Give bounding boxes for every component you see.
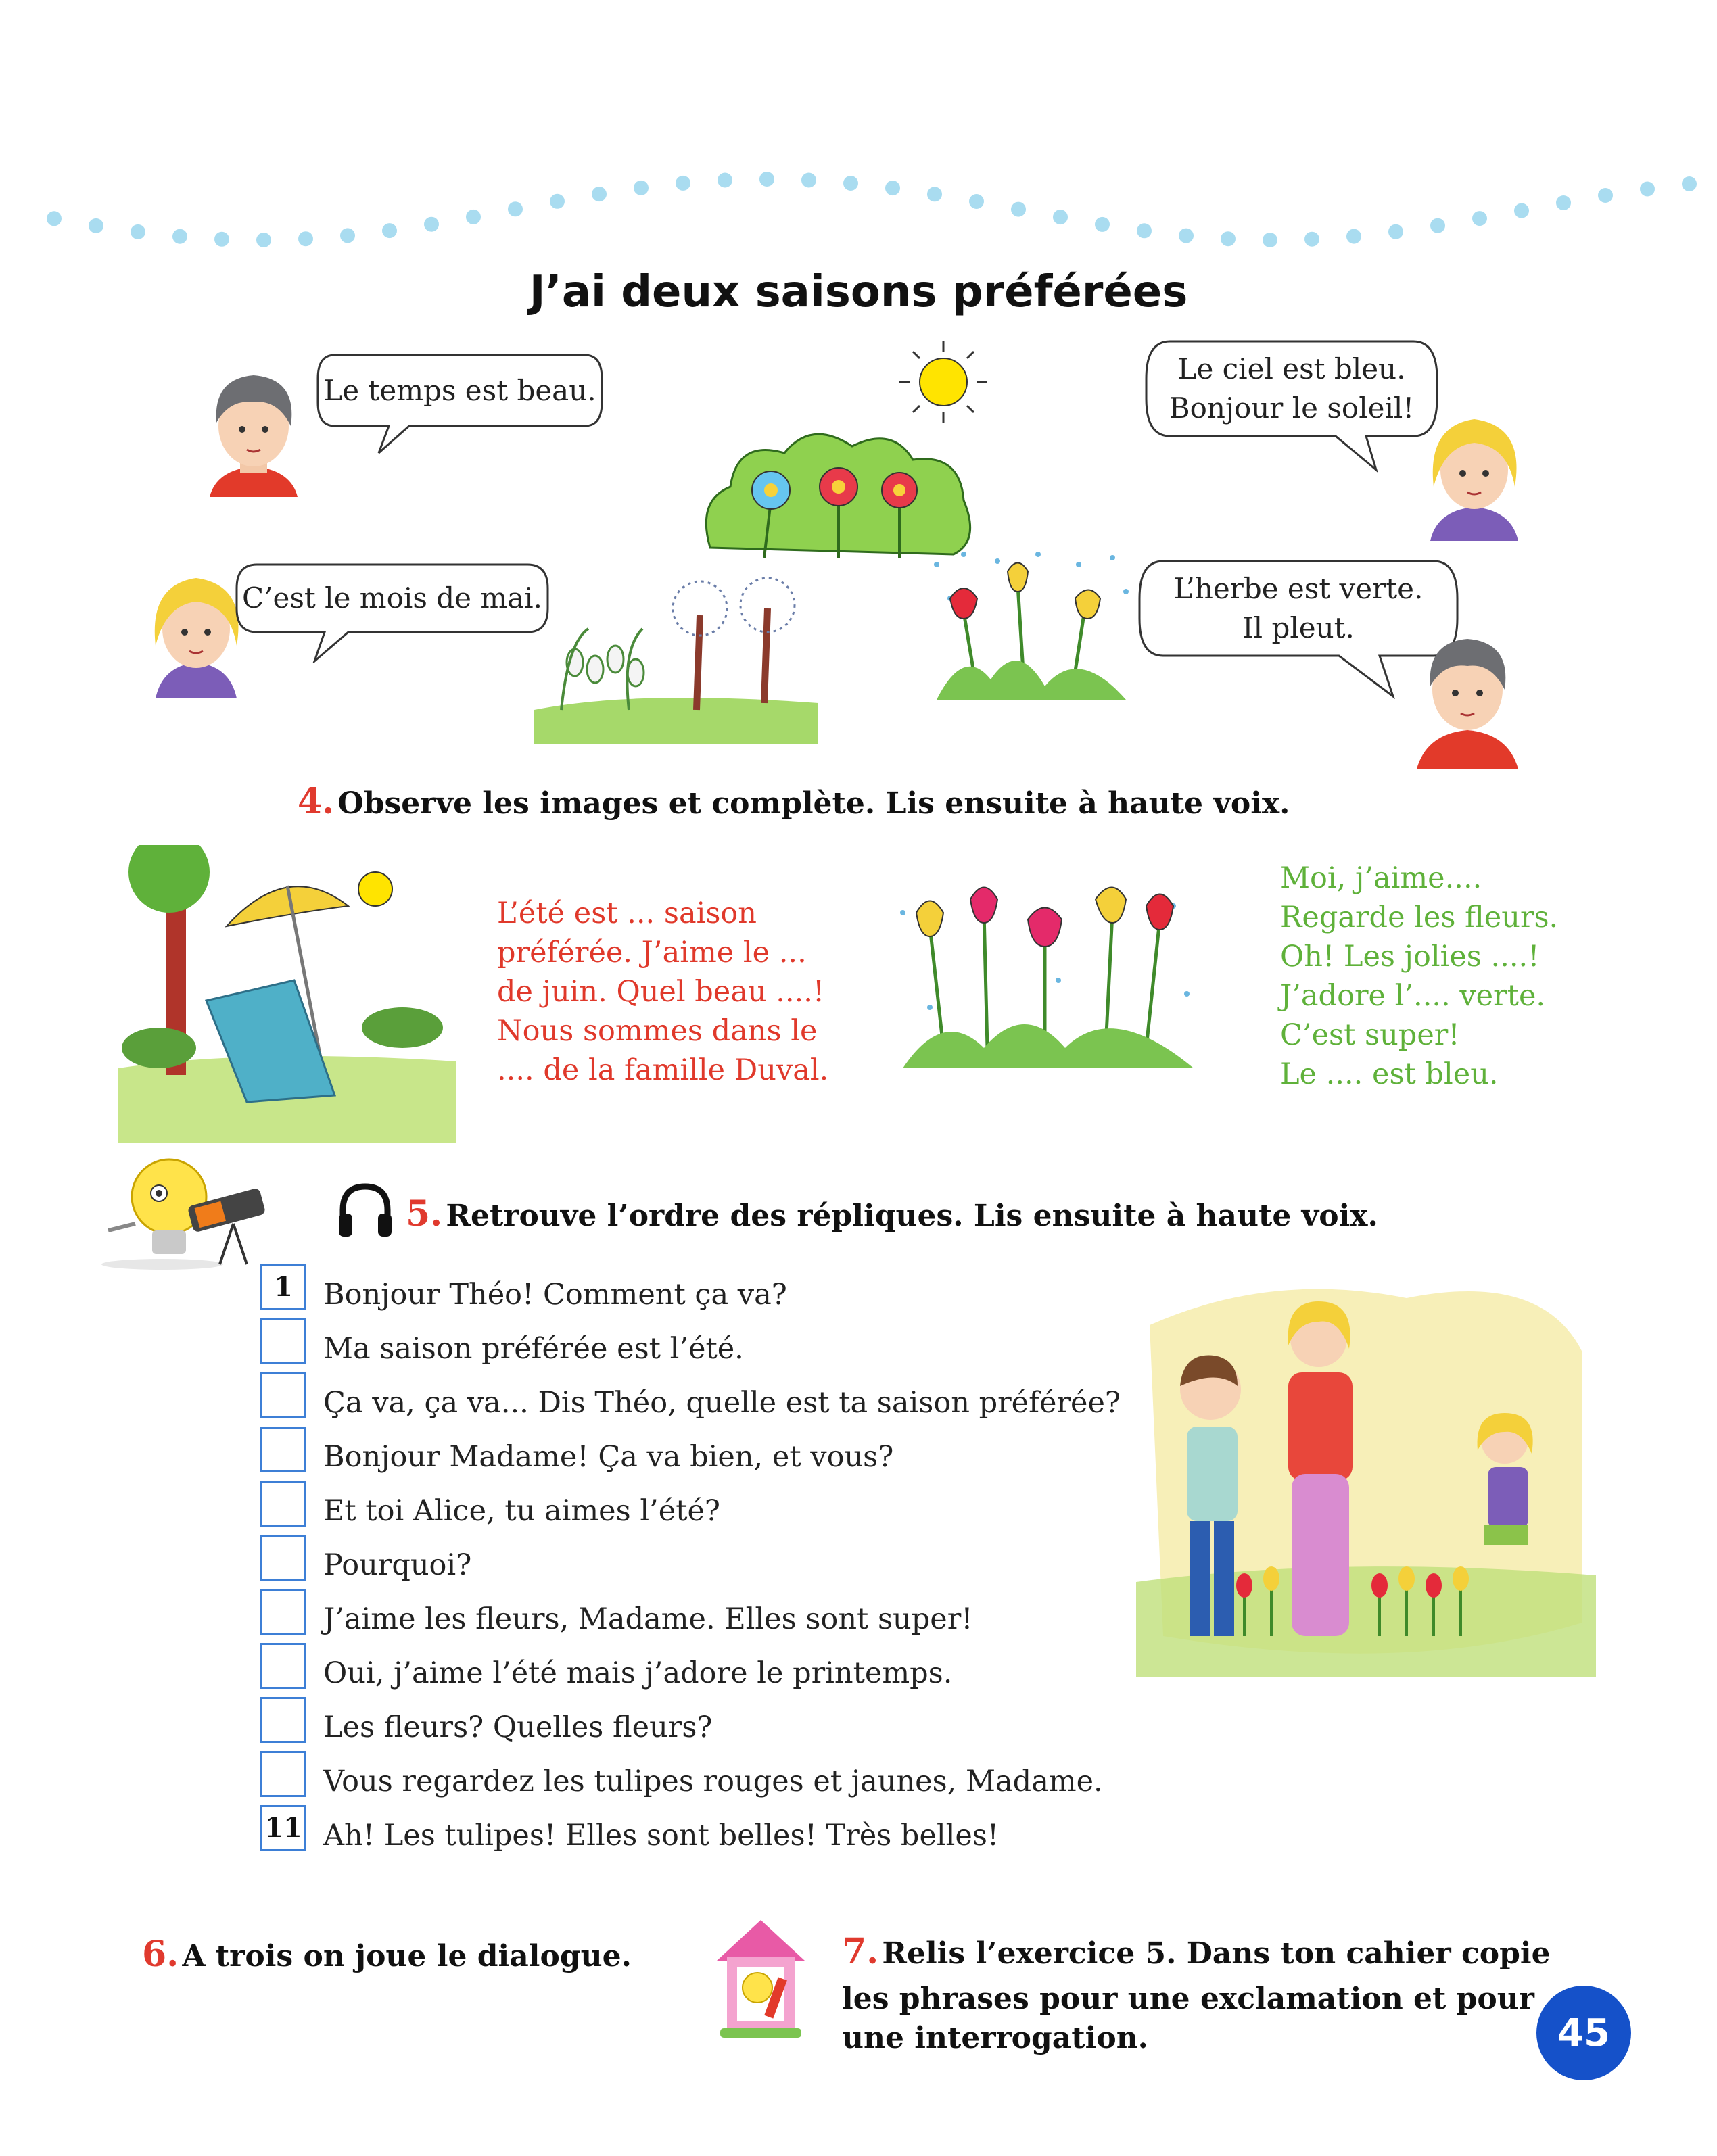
exercise-4-red-text xyxy=(497,894,828,1090)
exercise-instruction: les phrases pour une exclamation et pour xyxy=(842,1982,1534,2016)
text-line: Nous sommes dans le xyxy=(497,1014,818,1048)
exercise-6-heading xyxy=(142,1934,632,1975)
wave-dot xyxy=(89,218,103,233)
wave-dot xyxy=(676,176,690,191)
wave-dot xyxy=(508,201,523,216)
wave-dot xyxy=(718,173,732,188)
wave-dot xyxy=(1472,211,1487,226)
text-line: Regarde les fleurs. xyxy=(1280,901,1559,934)
wave-dot xyxy=(214,232,229,247)
wave-dot xyxy=(1011,202,1026,217)
wave-dot xyxy=(1137,223,1152,238)
bubble-line: C’est le mois de mai. xyxy=(242,581,542,615)
tulips-rain-illustration xyxy=(923,544,1146,706)
dialogue-line: Bonjour Madame! Ça va bien, et vous? xyxy=(323,1440,894,1474)
bubble-1-text xyxy=(314,348,605,433)
speech-bubble-3 xyxy=(233,554,551,663)
order-box[interactable] xyxy=(260,1589,306,1635)
text-line: Le .... est bleu. xyxy=(1280,1057,1499,1091)
wave-dot xyxy=(1263,233,1277,247)
lightbulb-mascot-icon xyxy=(95,1149,298,1271)
dialogue-line: Bonjour Théo! Comment ça va? xyxy=(323,1278,787,1312)
text-line: .... de la famille Duval. xyxy=(497,1053,829,1087)
bubble-2-text xyxy=(1143,331,1440,446)
dotted-wave-decoration xyxy=(0,155,1717,264)
wave-dot xyxy=(172,229,187,244)
wave-dot xyxy=(1346,229,1361,244)
order-box[interactable] xyxy=(260,1697,306,1743)
exercise-instruction: une interrogation. xyxy=(842,2021,1148,2055)
wave-dot xyxy=(759,172,774,187)
text-line: C’est super! xyxy=(1280,1018,1460,1052)
dialogue-line: Pourquoi? xyxy=(323,1548,472,1582)
bubble-3-text xyxy=(233,554,551,642)
wave-dot xyxy=(47,211,62,226)
wave-dot xyxy=(927,187,942,201)
exercise-instruction: A trois on joue le dialogue. xyxy=(182,1939,632,1973)
tulips-illustration xyxy=(889,872,1207,1075)
wave-dot xyxy=(424,217,439,232)
dialogue-line: Les fleurs? Quelles fleurs? xyxy=(323,1710,713,1744)
wave-dot xyxy=(1556,195,1571,210)
order-box: 1 xyxy=(260,1264,306,1310)
dialogue-line: Ça va, ça va... Dis Théo, quelle est ta saison préférée? xyxy=(323,1386,1121,1420)
text-line: Moi, j’aime.... xyxy=(1280,861,1482,895)
text-line: J’adore l’.... verte. xyxy=(1280,979,1546,1013)
wave-dot xyxy=(1304,232,1319,247)
bubble-line: Il pleut. xyxy=(1242,611,1355,644)
order-box[interactable] xyxy=(260,1535,306,1581)
exercise-instruction: Retrouve l’ordre des répliques. Lis ensuite à haute voix. xyxy=(446,1199,1378,1233)
headphones-icon xyxy=(335,1180,396,1241)
exercise-number: 4. xyxy=(298,781,335,822)
order-box: 11 xyxy=(260,1805,306,1851)
text-line: Oh! Les jolies ....! xyxy=(1280,940,1540,974)
spring-trees-illustration xyxy=(534,575,818,744)
order-box[interactable] xyxy=(260,1751,306,1797)
exercise-number: 7. xyxy=(842,1931,879,1972)
summer-deckchair-illustration xyxy=(118,845,456,1143)
bubble-line: Le ciel est bleu. xyxy=(1177,352,1406,385)
wave-dot xyxy=(1640,182,1655,197)
text-line: de juin. Quel beau ....! xyxy=(497,975,825,1009)
exercise-number: 6. xyxy=(142,1934,179,1975)
wave-dot xyxy=(466,210,481,224)
wave-dot xyxy=(1514,203,1529,218)
wave-dot xyxy=(340,228,355,243)
wave-dot xyxy=(1388,224,1403,239)
exercise-number: 5. xyxy=(406,1193,443,1235)
dialogue-line: Vous regardez les tulipes rouges et jaunes, Madame. xyxy=(323,1765,1103,1798)
bubble-line: Bonjour le soleil! xyxy=(1169,391,1415,425)
wave-dot xyxy=(1682,176,1697,191)
wave-dot xyxy=(634,181,649,195)
text-line: L’été est ... saison xyxy=(497,896,757,930)
exercise-7-block xyxy=(842,1932,1551,2058)
wave-dot xyxy=(1430,218,1445,233)
wave-dot xyxy=(1053,210,1068,224)
page-title: J’ai deux saisons préférées xyxy=(529,267,1188,317)
order-box[interactable] xyxy=(260,1372,306,1418)
order-box[interactable] xyxy=(260,1318,306,1364)
speech-bubble-1 xyxy=(314,348,605,456)
bubble-line: L’herbe est verte. xyxy=(1173,572,1424,605)
dialogue-line: J’aime les fleurs, Madame. Elles sont super! xyxy=(323,1602,973,1636)
text-line: préférée. J’aime le ... xyxy=(497,936,807,969)
wave-dot xyxy=(969,194,984,209)
wave-dot xyxy=(592,187,607,201)
exercise-instruction: Relis l’exercice 5. Dans ton cahier copie xyxy=(882,1936,1551,1971)
wave-dot xyxy=(298,231,313,246)
dialogue-line: Ah! Les tulipes! Elles sont belles! Très belles! xyxy=(323,1819,999,1852)
exercise-4-heading xyxy=(298,781,1290,822)
wave-dot xyxy=(1598,188,1613,203)
dialogue-line: Ma saison préférée est l’été. xyxy=(323,1332,744,1366)
girl-illustration xyxy=(1417,406,1532,544)
wave-dot xyxy=(256,233,271,247)
garden-family-illustration xyxy=(1136,1271,1596,1677)
dialogue-line: Oui, j’aime l’été mais j’adore le printemps. xyxy=(323,1656,953,1690)
dialogue-line: Et toi Alice, tu aimes l’été? xyxy=(323,1494,720,1528)
wave-dot xyxy=(1095,217,1110,232)
boy-illustration xyxy=(1407,625,1528,771)
wave-dot xyxy=(382,223,397,238)
page-number-badge: 45 xyxy=(1536,1986,1631,2080)
order-box[interactable] xyxy=(260,1427,306,1472)
wave-dot xyxy=(131,224,145,239)
exercise-instruction: Observe les images et complète. Lis ensuite à haute voix. xyxy=(337,786,1290,821)
exercise-5-heading xyxy=(406,1193,1378,1235)
wave-dot xyxy=(550,194,565,209)
wave-dot xyxy=(801,173,816,188)
wave-dot xyxy=(843,176,858,191)
wave-dot xyxy=(1179,229,1194,243)
order-box[interactable] xyxy=(260,1481,306,1527)
bubble-line: Le temps est beau. xyxy=(323,373,596,407)
speech-bubble-2 xyxy=(1143,331,1440,473)
boy-illustration xyxy=(196,362,311,507)
wave-dot xyxy=(1221,231,1236,246)
exercise-4-green-text xyxy=(1280,859,1558,1094)
order-box[interactable] xyxy=(260,1643,306,1689)
wave-dot xyxy=(885,181,900,195)
writing-house-icon xyxy=(710,1913,812,2042)
